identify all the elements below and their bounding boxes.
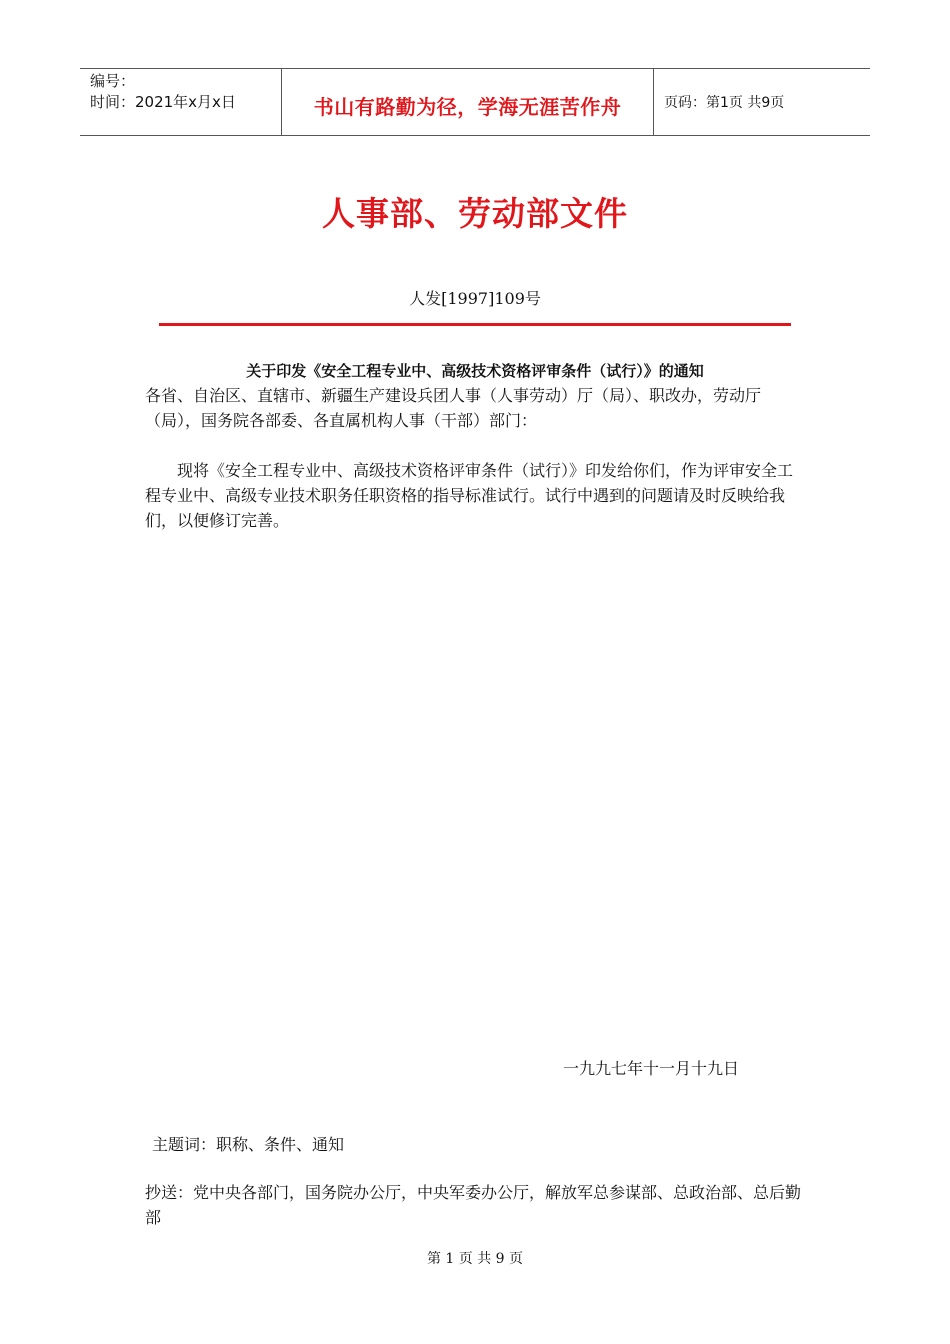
header-motto: 书山有路勤为径，学海无涯苦作舟 bbox=[313, 95, 622, 119]
red-divider bbox=[159, 323, 791, 326]
document-title: 人事部、劳动部文件 bbox=[322, 194, 628, 233]
header-number-label: 编号： bbox=[90, 72, 136, 90]
header-time-label: 时间：2021年x月x日 bbox=[90, 93, 236, 111]
body-paragraph: 现将《安全工程专业中、高级技术资格评审条件（试行）》印发给你们，作为评审安全工程专业中、高级专业技术职务任职资格的指导标准试行。试行中遇到的问题请及时反映给我们，以便修订完善。 bbox=[145, 461, 794, 530]
document-number: 人发[1997]109号 bbox=[409, 289, 541, 308]
recipients-text: 各省、自治区、直辖市、新疆生产建设兵团人事（人事劳动）厅（局）、职改办，劳动厅（局），国务院各部委、各直属机构人事（干部）部门： bbox=[145, 386, 762, 430]
cc-line: 抄送：党中央各部门，国务院办公厅，中央军委办公厅，解放军总参谋部、总政治部、总后勤部 bbox=[145, 1183, 802, 1227]
page-footer: 第 1 页 共 9 页 bbox=[426, 1251, 524, 1267]
keywords-line: 主题词：职称、条件、通知 bbox=[152, 1135, 345, 1154]
header-meta bbox=[80, 69, 281, 135]
notice-title: 关于印发《安全工程专业中、高级技术资格评审条件（试行）》的通知 bbox=[246, 362, 704, 380]
issue-date: 一九九七年十一月十九日 bbox=[563, 1059, 740, 1078]
header-motto-cell bbox=[281, 69, 654, 135]
header-table bbox=[80, 68, 870, 136]
header-page-label: 页码：第1页 共9页 bbox=[664, 95, 785, 111]
